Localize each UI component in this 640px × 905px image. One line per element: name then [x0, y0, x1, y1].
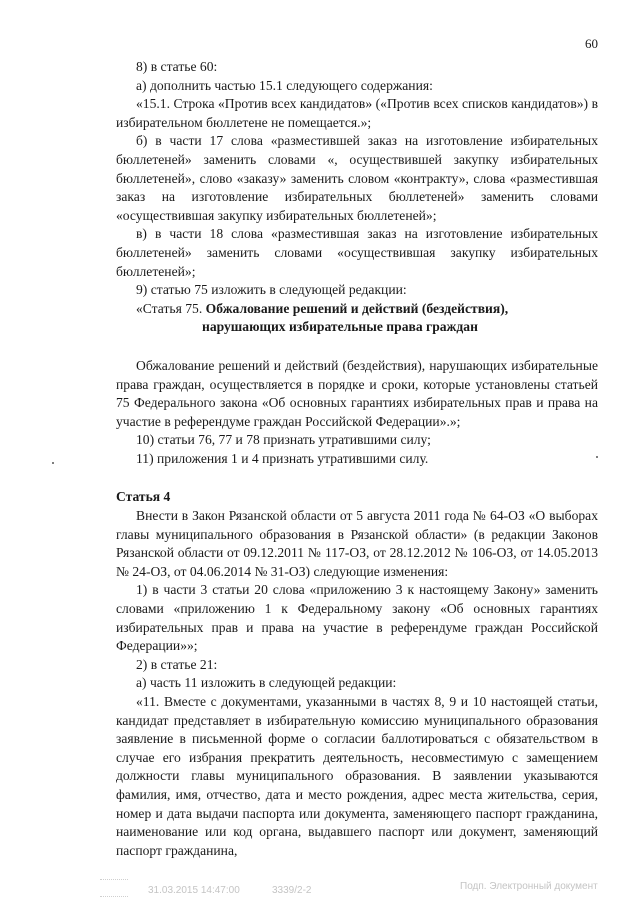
quote-part-11: «11. Вместе с документами, указанными в частях 8, 9 и 10 настоящей статьи, кандидат представляет в избирательную комиссию муниципального образования заявление в письменной форме о согласии баллотироваться с обязательством в случае его избрания прекратить деятельность, несовместимую с замещением должности главы муниципального образования. В заявлении указываются фамилия, имя, отчество, дата и место рождения, адрес места жительства, серия, номер и дата выдачи паспорта или документа, заменяющего паспорт гражданина, наименование или код органа, выдавшего паспорт или документ, заменяющий паспорт гражданина,: [116, 694, 598, 858]
list-item-10: 10) статьи 76, 77 и 78 признать утратившими силу;: [136, 432, 431, 448]
list-item-9: 9) статью 75 изложить в следующей редакции:: [136, 282, 407, 298]
article-75-prefix: «Статья 75.: [136, 300, 206, 316]
list-item-8: 8) в статье 60:: [136, 59, 218, 74]
sub-item-a: а) дополнить частью 15.1 следующего содержания:: [136, 77, 433, 93]
article-4-intro: Внести в Закон Рязанской области от 5 августа 2011 года № 64-ОЗ «О выборах главы муниципального образования в Рязанской области» (в редакции Законов Рязанской области от 09.12.2011 № 117-ОЗ, от 28.12.2012 № 106-ОЗ, от 14.05.2013 № 24-ОЗ, от 04.06.2014 № 31-ОЗ) следующие изменения:: [116, 508, 598, 579]
document-body: [116, 58, 598, 860]
quote-15-1: «15.1. Строка «Против всех кандидатов» («Против всех списков кандидатов») в избирательном бюллетене не помещается.»;: [116, 96, 598, 130]
footer-signature-note: Подп. Электронный документ: [460, 881, 598, 892]
article-4-heading: Статья 4: [116, 489, 171, 505]
sub-item-v: в) в части 18 слова «разместившая заказ на изготовление избирательных бюллетеней» заменить словами «осуществившая закупку избирательных бюллетеней»;: [116, 226, 598, 279]
change-item-2: 2) в статье 21:: [136, 656, 218, 672]
footer-timestamp: 31.03.2015 14:47:00: [148, 885, 240, 896]
sub-item-b: б) в части 17 слова «разместившей заказ на изготовление избирательных бюллетеней» заменить словами «, осуществившей закупку избирательных бюллетеней», слово «заказу» заменить словом «контракту», слова «разместившая заказ на изготовление избирательных бюллетеней» заменить словами «осуществившая закупку избирательных бюллетеней»;: [116, 133, 598, 223]
barcode-mark: [100, 879, 128, 897]
change-item-1: 1) в части 3 статьи 20 слова «приложению 3 к настоящему Закону» заменить словами «приложению 1 к Федеральному закону «Об основных гарантиях избирательных прав и права на участие в референдуме граждан Российской Федерации»»;: [116, 582, 598, 654]
change-sub-item-a: а) часть 11 изложить в следующей редакции:: [136, 675, 397, 691]
article-75-title-line2: нарушающих избирательные права граждан: [202, 319, 478, 335]
page-number: 60: [585, 36, 598, 51]
article-75-body: Обжалование решений и действий (бездействия), нарушающих избирательные права граждан, осуществляется в порядке и сроки, которые установлены статьей 75 Федерального закона «Об основных гарантиях избирательных прав и права на участие в референдуме граждан Российской Федерации».»;: [116, 357, 598, 429]
article-75-heading: [116, 300, 598, 319]
scan-artifact: [596, 456, 598, 458]
footer-code: 3339/2-2: [272, 885, 312, 896]
list-item-11: 11) приложения 1 и 4 признать утратившими силу.: [136, 450, 429, 466]
article-75-title-line1: Обжалование решений и действий (бездействия),: [205, 300, 509, 316]
scan-artifact: [52, 462, 54, 464]
